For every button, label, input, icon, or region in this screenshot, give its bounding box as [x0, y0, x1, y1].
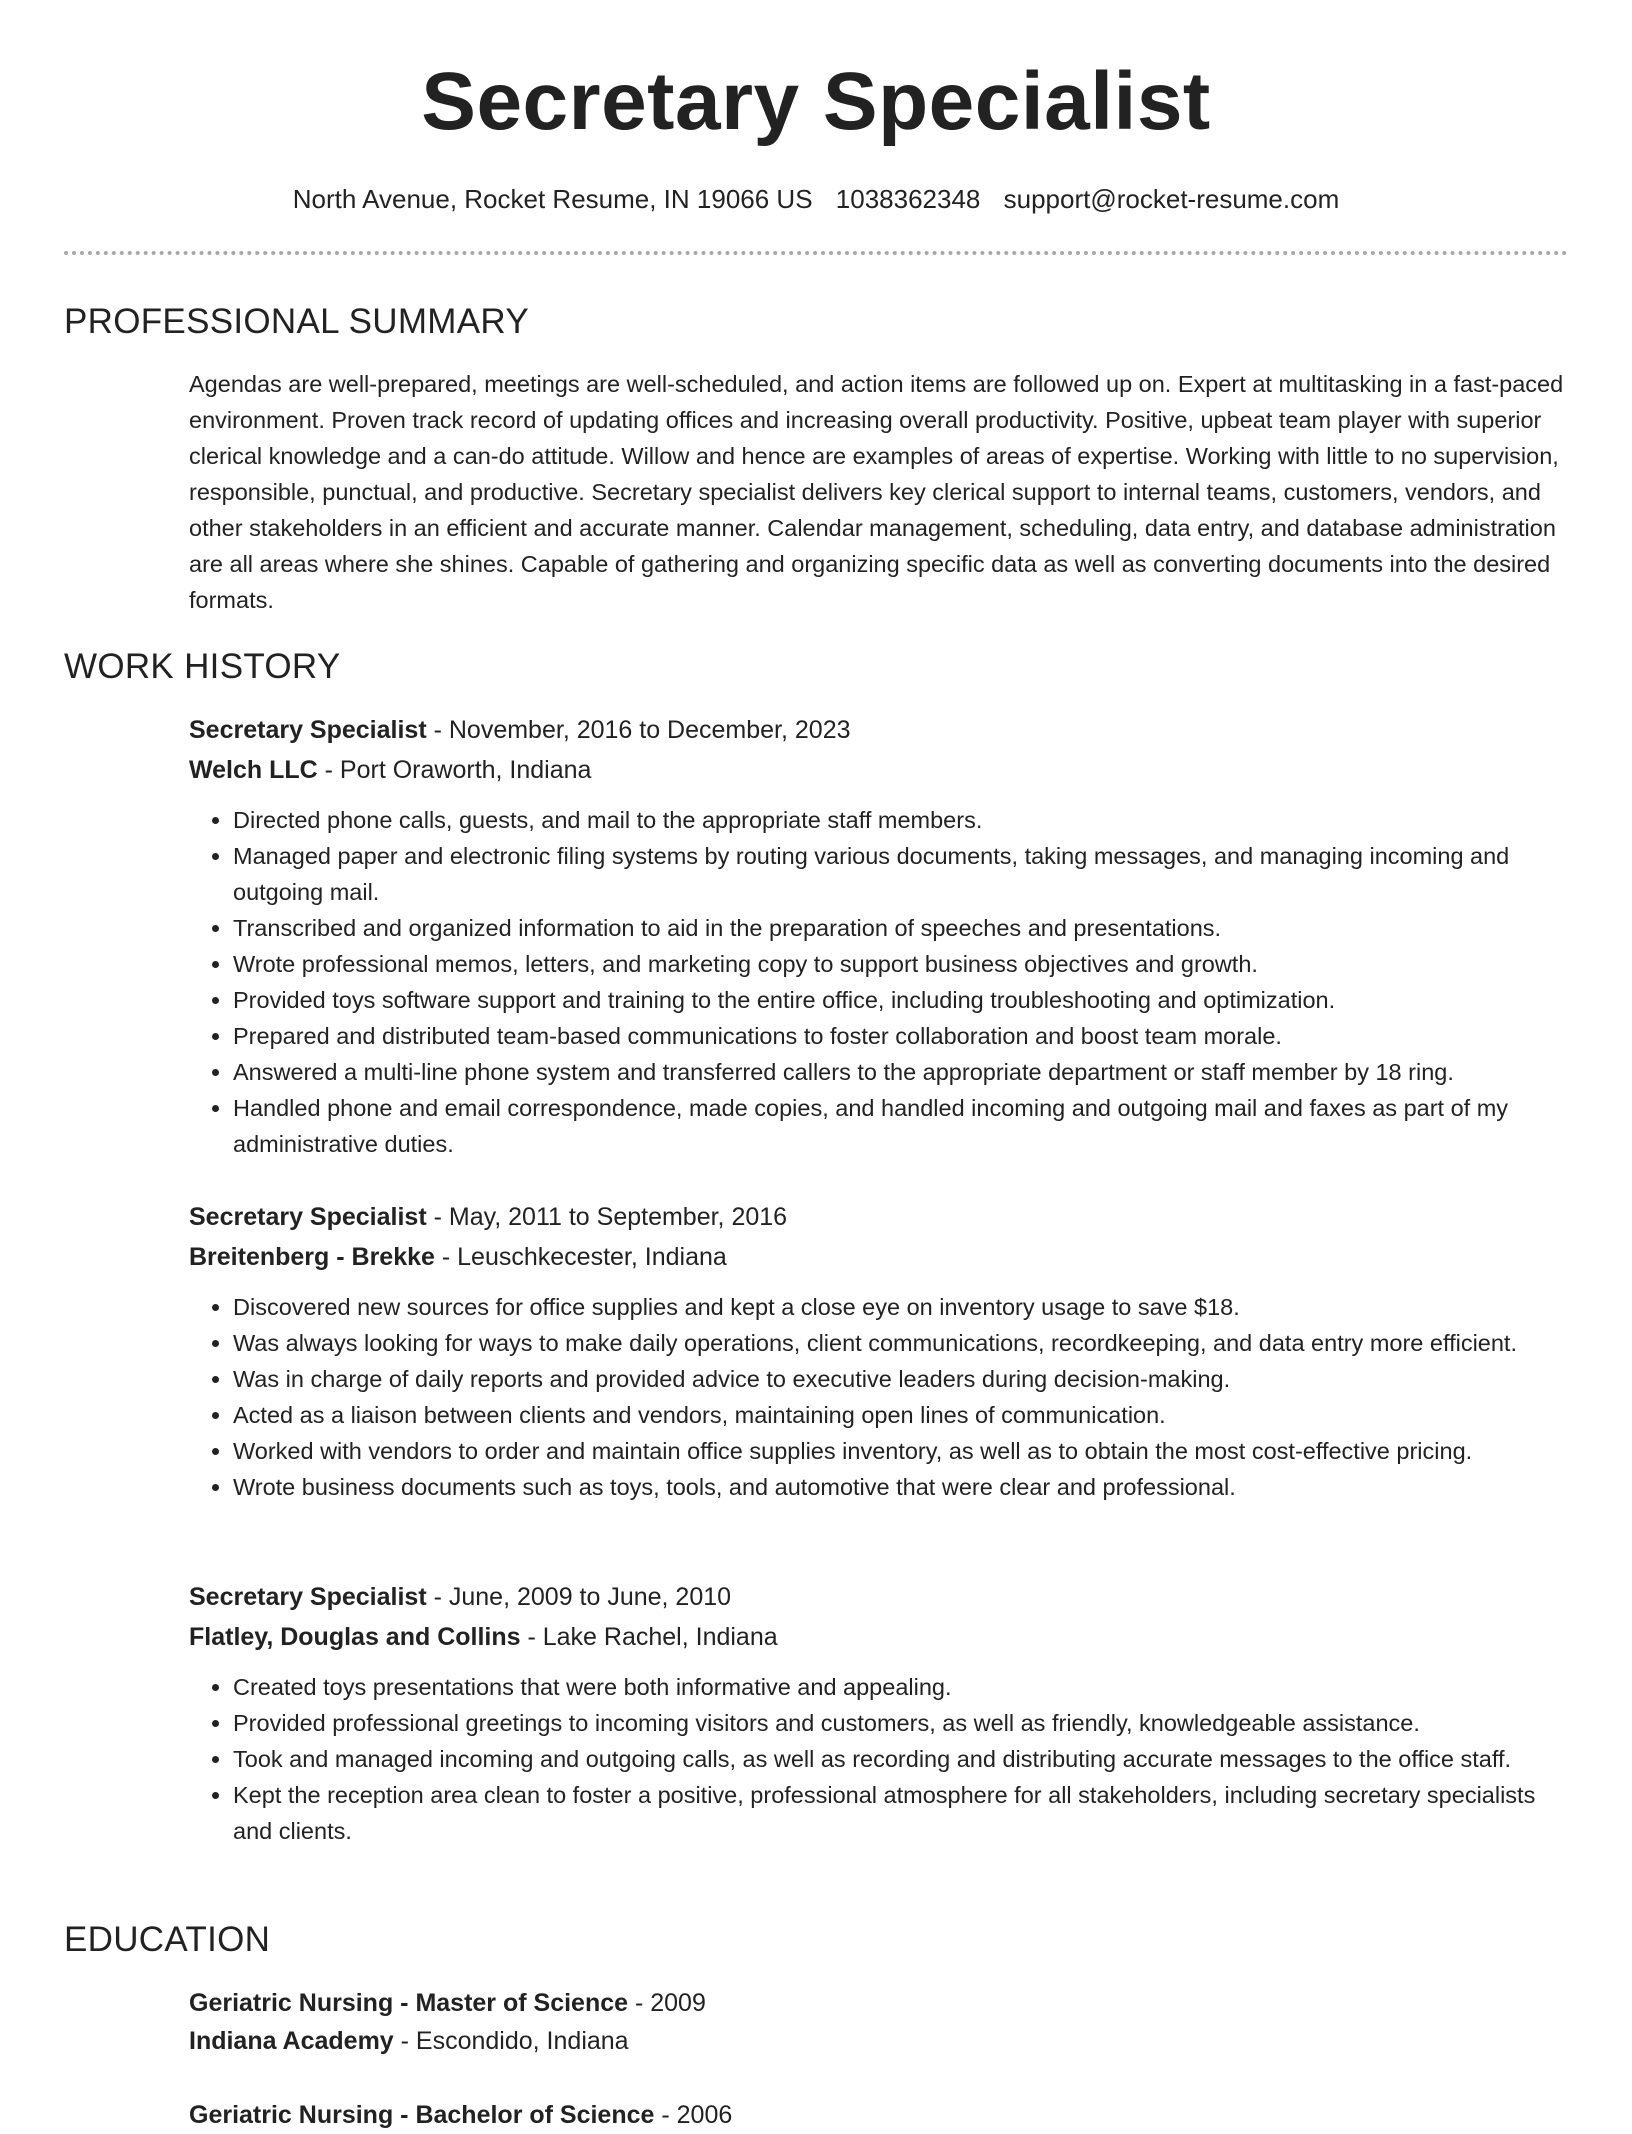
job-bullet: • Was in charge of daily reports and provided advice to executive leaders during decision-making. [233, 1361, 1569, 1397]
job-role: Secretary Specialist [189, 1203, 427, 1231]
job-bullet: • Kept the reception area clean to foster a positive, professional atmosphere for all stakeholders, including secretary specialists and clients. [233, 1777, 1569, 1849]
job-bullet: • Took and managed incoming and outgoing calls, as well as recording and distributing accurate messages to the office staff. [233, 1741, 1569, 1777]
job-dates: - November, 2016 to December, 2023 [426, 716, 851, 744]
work-history-heading: WORK HISTORY [64, 647, 341, 686]
education-degree: Geriatric Nursing - Master of Science [189, 1989, 629, 2017]
job-role: Secretary Specialist [189, 1583, 427, 1611]
job-location: - Lake Rachel, Indiana [520, 1623, 778, 1651]
job-company: Flatley, Douglas and Collins [189, 1623, 521, 1651]
job-title-line [189, 1197, 1569, 1237]
job-bullet: • Worked with vendors to order and maintain office supplies inventory, as well as to obtain the most cost-effective pricing. [233, 1433, 1569, 1469]
job-company-line [189, 1617, 1569, 1657]
summary-text: Agendas are well-prepared, meetings are well-scheduled, and action items are followed up on. Expert at multitasking in a fast-paced environment. Proven track record of updating offices and increasing overall productivity. Positive, upbeat team player with superior clerical knowledge and a can-do attitude. Willow and hence are examples of areas of expertise. Working with little to no supervision, responsible, punctual, and productive. Secretary specialist delivers key clerical support to internal teams, customers, vendors, and other stakeholders in an efficient and accurate manner. Calendar management, scheduling, data entry, and database administration are all areas where she shines. Capable of gathering and organizing specific data as well as converting documents into the desired formats. [189, 371, 1564, 613]
job-bullet: • Transcribed and organized information to aid in the preparation of speeches and presentations. [233, 910, 1569, 946]
job-bullets [189, 802, 1569, 1162]
job-location: - Leuschkecester, Indiana [434, 1243, 727, 1271]
address: North Avenue, Rocket Resume, IN 19066 US [292, 184, 813, 214]
education-entry [189, 2096, 1569, 2134]
education-year: - 2006 [654, 2101, 733, 2129]
job-title-line [189, 1577, 1569, 1617]
job-company-line [189, 1237, 1569, 1277]
job-entry [189, 1577, 1569, 1849]
job-bullet: • Provided toys software support and training to the entire office, including troubleshooting and optimization. [233, 982, 1569, 1018]
job-bullet: • Created toys presentations that were both informative and appealing. [233, 1669, 1569, 1705]
job-role: Secretary Specialist [189, 716, 427, 744]
job-bullet: • Handled phone and email correspondence, made copies, and handled incoming and outgoing mail and faxes as part of my administrative duties. [233, 1090, 1569, 1162]
contact-line [0, 180, 1632, 218]
job-bullet: • Directed phone calls, guests, and mail to the appropriate staff members. [233, 802, 1569, 838]
education-entry [189, 1984, 1569, 2060]
phone: 1038362348 [835, 184, 981, 214]
education-year: - 2009 [628, 1989, 706, 2017]
candidate-name: Secretary Specialist [421, 56, 1211, 147]
job-location: - Port Oraworth, Indiana [317, 756, 592, 784]
job-bullet: • Acted as a liaison between clients and vendors, maintaining open lines of communication. [233, 1397, 1569, 1433]
job-company: Breitenberg - Brekke [189, 1243, 435, 1271]
job-bullet: • Discovered new sources for office supplies and kept a close eye on inventory usage to save $18. [233, 1289, 1569, 1325]
job-bullets [189, 1669, 1569, 1849]
job-bullet: • Answered a multi-line phone system and transferred callers to the appropriate department or staff member by 18 ring. [233, 1054, 1569, 1090]
job-bullets [189, 1289, 1569, 1505]
education-school-line [189, 2022, 1569, 2060]
job-title-line [189, 710, 1569, 750]
job-entry [189, 1197, 1569, 1505]
education-degree-line [189, 2096, 1569, 2134]
job-bullet: • Prepared and distributed team-based communications to foster collaboration and boost team morale. [233, 1018, 1569, 1054]
job-dates: - May, 2011 to September, 2016 [426, 1203, 788, 1231]
job-company: Welch LLC [189, 756, 318, 784]
job-bullet: • Managed paper and electronic filing systems by routing various documents, taking messages, and managing incoming and outgoing mail. [233, 838, 1569, 910]
education-location: - Escondido, Indiana [393, 2027, 629, 2055]
education-degree: Geriatric Nursing - Bachelor of Science [189, 2101, 655, 2129]
email: support@rocket-resume.com [1003, 184, 1340, 214]
education-school: Indiana Academy [189, 2027, 394, 2055]
job-bullet: • Was always looking for ways to make daily operations, client communications, recordkeeping, and data entry more efficient. [233, 1325, 1569, 1361]
header-divider [64, 251, 1568, 255]
education-heading: EDUCATION [64, 1920, 271, 1959]
job-entry [189, 710, 1569, 1162]
job-bullet: • Wrote professional memos, letters, and marketing copy to support business objectives and growth. [233, 946, 1569, 982]
summary-heading: PROFESSIONAL SUMMARY [64, 302, 529, 341]
job-bullet: • Provided professional greetings to incoming visitors and customers, as well as friendly, knowledgeable assistance. [233, 1705, 1569, 1741]
education-degree-line [189, 1984, 1569, 2022]
job-dates: - June, 2009 to June, 2010 [426, 1583, 732, 1611]
job-bullet: • Wrote business documents such as toys, tools, and automotive that were clear and professional. [233, 1469, 1569, 1505]
job-company-line [189, 750, 1569, 790]
